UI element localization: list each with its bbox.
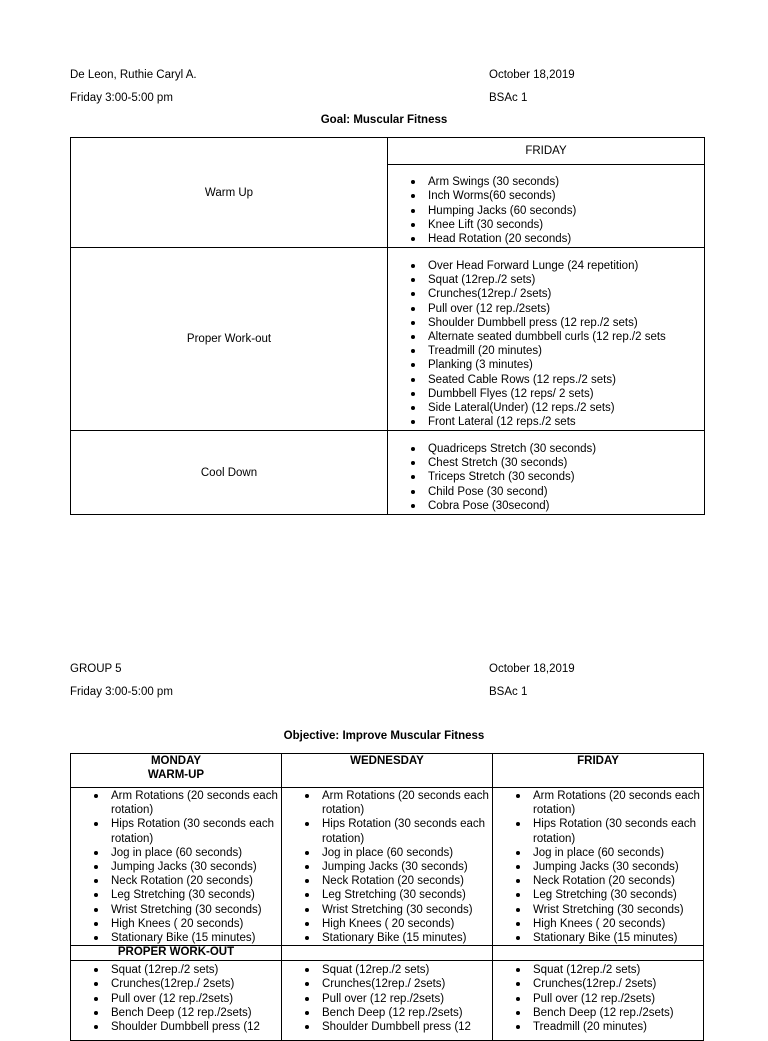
list-item: Bench Deep (12 rep./2sets) — [533, 1006, 703, 1020]
list-item: Leg Stretching (30 seconds) — [533, 888, 703, 902]
goal-heading: Goal: Muscular Fitness — [320, 114, 448, 126]
cooldown-list — [388, 442, 704, 513]
list-item: Over Head Forward Lunge (24 repetition) — [428, 259, 704, 273]
workout-label-cell — [71, 248, 388, 431]
group-name: GROUP 5 — [70, 663, 122, 675]
list-item: Pull over (12 rep./2sets) — [533, 992, 703, 1006]
warmup-label-cell — [71, 138, 388, 248]
list-item: Hips Rotation (30 seconds each rotation) — [322, 817, 492, 845]
list-item: Hips Rotation (30 seconds each rotation) — [533, 817, 703, 845]
list-item: Arm Swings (30 seconds) — [428, 175, 704, 189]
list-item: Arm Rotations (20 seconds each rotation) — [533, 789, 703, 817]
list-item: Pull over (12 rep./2sets) — [111, 992, 281, 1006]
empty-cell — [282, 946, 493, 961]
list-item: Squat (12rep./2 sets) — [111, 963, 281, 977]
workout-items-cell — [388, 248, 705, 431]
warmup-items-cell — [388, 165, 705, 248]
course: BSAc 1 — [489, 92, 528, 104]
empty-cell — [493, 946, 704, 961]
warmup-list — [388, 175, 704, 246]
friday-warmup-cell — [493, 788, 704, 946]
list-item: Arm Rotations (20 seconds each rotation) — [322, 789, 492, 817]
list-item: Jumping Jacks (30 seconds) — [111, 860, 281, 874]
weekly-plan-table — [70, 753, 704, 1041]
wednesday-workout-cell — [282, 961, 493, 1041]
list-item: Stationary Bike (15 minutes) — [533, 931, 703, 945]
list-item: Alternate seated dumbbell curls (12 rep./2 sets — [428, 330, 704, 344]
list-item: High Knees ( 20 seconds) — [322, 917, 492, 931]
cooldown-items-cell — [388, 431, 705, 515]
friday-header-cell — [493, 754, 704, 788]
list-item: Squat (12rep./2 sets) — [428, 273, 704, 287]
schedule: Friday 3:00-5:00 pm — [70, 92, 173, 104]
warmup-label: WARM-UP — [147, 769, 205, 781]
monday-warmup-cell — [71, 788, 282, 946]
wednesday-warmup-cell — [282, 788, 493, 946]
list-item: Squat (12rep./2 sets) — [322, 963, 492, 977]
list-item: Pull over (12 rep./2sets) — [428, 302, 704, 316]
course: BSAc 1 — [489, 686, 528, 698]
list-item: Jog in place (60 seconds) — [322, 846, 492, 860]
list-item: Front Lateral (12 reps./2 sets — [428, 415, 704, 429]
list-item: Jumping Jacks (30 seconds) — [322, 860, 492, 874]
list-item: Jumping Jacks (30 seconds) — [533, 860, 703, 874]
list-item: Jog in place (60 seconds) — [111, 846, 281, 860]
row-label: Proper Work-out — [186, 333, 272, 345]
list-item: Hips Rotation (30 seconds each rotation) — [111, 817, 281, 845]
list-item: Shoulder Dumbbell press (12 — [111, 1020, 281, 1034]
list-item: Inch Worms(60 seconds) — [428, 189, 704, 203]
list-item: Cobra Pose (30second) — [428, 499, 704, 513]
list-item: Neck Rotation (20 seconds) — [111, 874, 281, 888]
date: October 18,2019 — [489, 69, 575, 81]
list-item: Chest Stretch (30 seconds) — [428, 456, 704, 470]
list-item: Wrist Stretching (30 seconds) — [322, 903, 492, 917]
warmup-list — [71, 789, 281, 945]
list-item: Pull over (12 rep./2sets) — [322, 992, 492, 1006]
list-item: High Knees ( 20 seconds) — [111, 917, 281, 931]
list-item: Planking (3 minutes) — [428, 358, 704, 372]
list-item: Quadriceps Stretch (30 seconds) — [428, 442, 704, 456]
list-item: Arm Rotations (20 seconds each rotation) — [111, 789, 281, 817]
list-item: Shoulder Dumbbell press (12 rep./2 sets) — [428, 316, 704, 330]
workout-label-cell — [71, 946, 282, 961]
list-item: Stationary Bike (15 minutes) — [322, 931, 492, 945]
list-item: Neck Rotation (20 seconds) — [533, 874, 703, 888]
list-item: Crunches(12rep./ 2sets) — [533, 977, 703, 991]
warmup-list — [493, 789, 703, 945]
student-name: De Leon, Ruthie Caryl A. — [70, 69, 197, 81]
cooldown-label-cell — [71, 431, 388, 515]
list-item: Shoulder Dumbbell press (12 — [322, 1020, 492, 1034]
list-item: Wrist Stretching (30 seconds) — [111, 903, 281, 917]
day-header: FRIDAY — [577, 755, 619, 767]
list-item: Child Pose (30 second) — [428, 485, 704, 499]
list-item: Side Lateral(Under) (12 reps./2 sets) — [428, 401, 704, 415]
list-item: Crunches(12rep./ 2sets) — [322, 977, 492, 991]
list-item: Bench Deep (12 rep./2sets) — [111, 1006, 281, 1020]
day-header: FRIDAY — [525, 145, 567, 158]
list-item: Leg Stretching (30 seconds) — [322, 888, 492, 902]
list-item: Dumbbell Flyes (12 reps/ 2 sets) — [428, 387, 704, 401]
day-header: WEDNESDAY — [350, 755, 424, 767]
list-item: Neck Rotation (20 seconds) — [322, 874, 492, 888]
list-item: Head Rotation (20 seconds) — [428, 232, 704, 246]
list-item: High Knees ( 20 seconds) — [533, 917, 703, 931]
list-item: Crunches(12rep./ 2sets) — [111, 977, 281, 991]
list-item: Leg Stretching (30 seconds) — [111, 888, 281, 902]
monday-header-cell — [71, 754, 282, 788]
workout-list — [388, 259, 704, 429]
day-header: MONDAY — [150, 755, 202, 767]
workout-label: PROPER WORK-OUT — [117, 946, 235, 959]
date: October 18,2019 — [489, 663, 575, 675]
day-header-cell — [388, 138, 705, 165]
list-item: Treadmill (20 minutes) — [533, 1020, 703, 1034]
list-item: Triceps Stretch (30 seconds) — [428, 470, 704, 484]
friday-workout-cell — [493, 961, 704, 1041]
list-item: Stationary Bike (15 minutes) — [111, 931, 281, 945]
row-label: Warm Up — [204, 186, 254, 199]
list-item: Crunches(12rep./ 2sets) — [428, 287, 704, 301]
objective-heading: Objective: Improve Muscular Fitness — [283, 730, 485, 742]
list-item: Treadmill (20 minutes) — [428, 344, 704, 358]
wednesday-header-cell — [282, 754, 493, 788]
schedule: Friday 3:00-5:00 pm — [70, 686, 173, 698]
list-item: Jog in place (60 seconds) — [533, 846, 703, 860]
list-item: Knee Lift (30 seconds) — [428, 218, 704, 232]
row-label: Cool Down — [200, 466, 258, 479]
list-item: Bench Deep (12 rep./2sets) — [322, 1006, 492, 1020]
list-item: Seated Cable Rows (12 reps./2 sets) — [428, 373, 704, 387]
warmup-list — [282, 789, 492, 945]
list-item: Squat (12rep./2 sets) — [533, 963, 703, 977]
list-item: Wrist Stretching (30 seconds) — [533, 903, 703, 917]
monday-workout-cell — [71, 961, 282, 1041]
list-item: Humping Jacks (60 seconds) — [428, 204, 704, 218]
friday-plan-table — [70, 137, 705, 515]
